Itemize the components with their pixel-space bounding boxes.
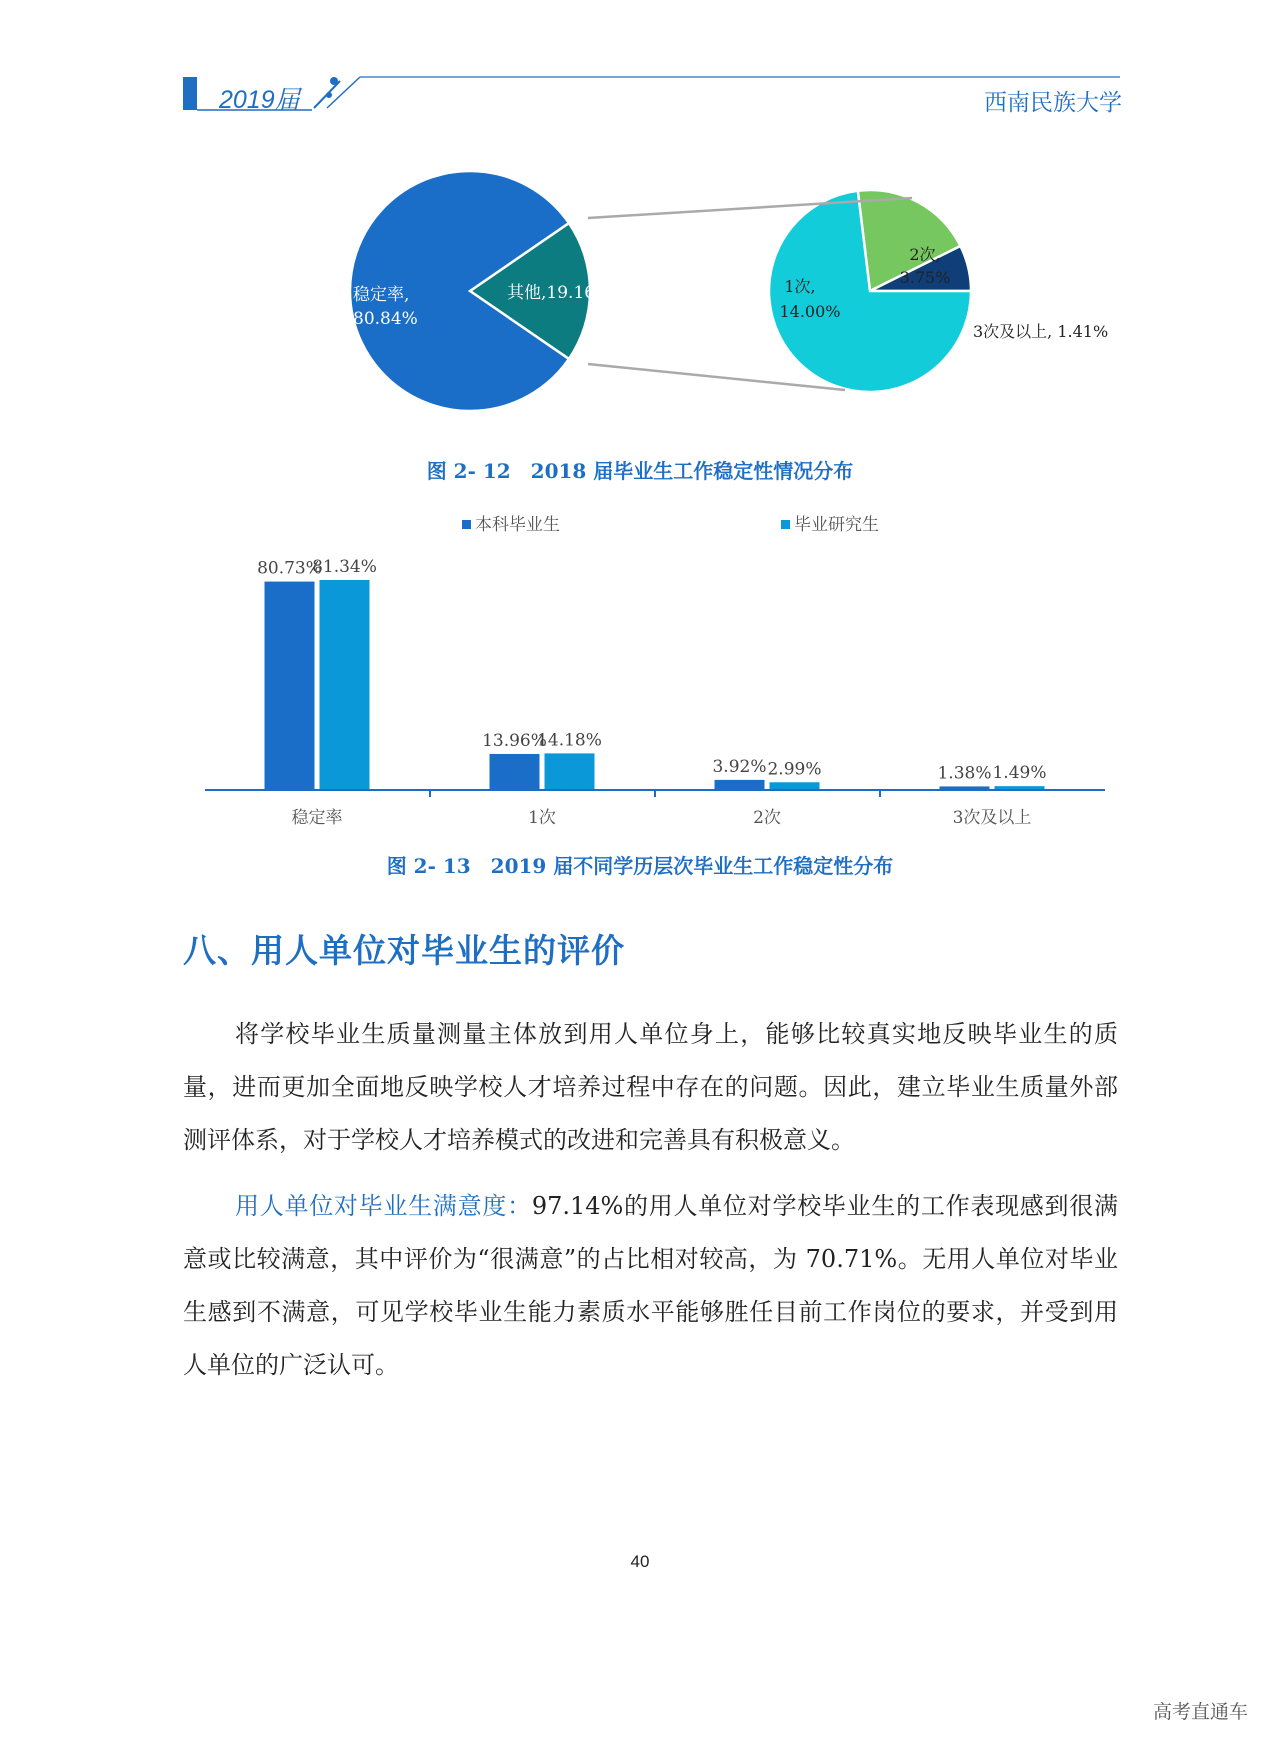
figure-13-caption: 图 2- 13 2019 届不同学历层次毕业生工作稳定性分布 bbox=[386, 854, 894, 878]
section-title: 八、用人单位对毕业生的评价 bbox=[183, 931, 625, 970]
paragraph-2 bbox=[183, 1180, 1118, 1392]
x-tick-label: 1次 bbox=[528, 808, 556, 828]
bar-value-label: 1.49% bbox=[992, 763, 1047, 784]
legend-swatch-undergrad bbox=[462, 520, 471, 529]
watermark: 高考直通车 bbox=[1152, 1701, 1248, 1723]
bar-graduate bbox=[545, 753, 595, 790]
subpie-value-once: 14.00% bbox=[779, 302, 841, 321]
bar-undergrad bbox=[490, 754, 540, 790]
pie-value-stable: 80.84% bbox=[353, 309, 418, 329]
bar-undergrad bbox=[265, 582, 315, 790]
subpie-value-twice: 3.75% bbox=[899, 268, 951, 287]
legend-swatch-graduate bbox=[781, 520, 790, 529]
x-tick-label: 2次 bbox=[753, 808, 781, 828]
header-year: 2019届 bbox=[219, 86, 300, 114]
bar-chart bbox=[0, 505, 1280, 845]
bar-group bbox=[257, 557, 1046, 790]
legend-label-graduate: 毕业研究生 bbox=[794, 515, 879, 535]
bar-value-label: 14.18% bbox=[537, 730, 602, 751]
page-number: 40 bbox=[630, 1552, 650, 1571]
subpie-label-thrice: 3次及以上, 1.41% bbox=[973, 322, 1109, 341]
bar-value-label: 2.99% bbox=[767, 759, 822, 780]
paragraph-1: 将学校毕业生质量测量主体放到用人单位身上，能够比较真实地反映毕业生的质量，进而更加全面地反映学校人才培养过程中存在的问题。因此，建立毕业生质量外部测评体系，对于学校人才培养模式的改进和完善具有积极意义。 bbox=[183, 1020, 1118, 1154]
bar-value-label: 80.73% bbox=[257, 558, 322, 579]
bar-value-label: 3.92% bbox=[712, 756, 767, 777]
x-tick-label: 稳定率 bbox=[291, 808, 343, 828]
bar-graduate bbox=[320, 580, 370, 790]
figure-12-caption: 图 2- 12 2018 届毕业生工作稳定性情况分布 bbox=[426, 459, 854, 483]
legend-label-undergrad: 本科毕业生 bbox=[475, 515, 560, 535]
bar-value-label: 13.96% bbox=[482, 730, 547, 751]
bar-undergrad bbox=[715, 780, 765, 790]
x-tick-label: 3次及以上 bbox=[952, 808, 1032, 828]
pie-chart bbox=[0, 0, 1280, 450]
subpie-label-once: 1次, bbox=[784, 277, 816, 296]
paragraph-2-lead: 用人单位对毕业生满意度： bbox=[235, 1192, 532, 1220]
bar-value-label: 81.34% bbox=[312, 557, 377, 577]
header-school-name: 西南民族大学 bbox=[984, 90, 1122, 116]
paragraph-2-body: 97.14%的用人单位对学校毕业生的工作表现感到很满意或比较满意，其中评价为“很满意”的占比相对较高，为 70.71%。无用人单位对毕业生感到不满意，可见学校毕业生能力素质水平能够胜任目前工作岗位的要求，并受到用人单位的广泛认可。 bbox=[183, 1192, 1119, 1379]
bar-graduate bbox=[770, 782, 820, 790]
subpie-label-twice: 2次, bbox=[909, 245, 941, 264]
pie-label-other: 其他,19.16% bbox=[507, 283, 612, 303]
bar-value-label: 1.38% bbox=[937, 763, 992, 784]
pie-label-stable: 稳定率, bbox=[353, 285, 410, 305]
